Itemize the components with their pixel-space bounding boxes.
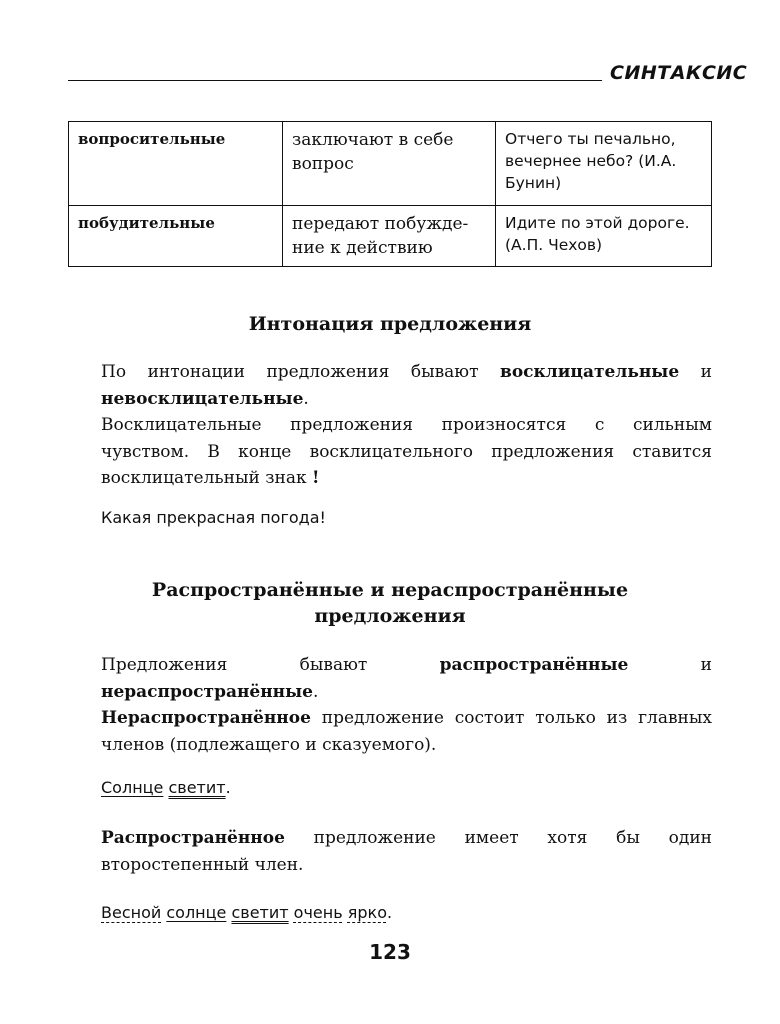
term-exclamatory: восклицательные bbox=[500, 362, 680, 382]
adverbial-word: очень bbox=[293, 903, 343, 922]
extended-paragraph-2: Нераспространённое предложение состоит только из главных членов (подлежащего и сказуемого). bbox=[101, 708, 712, 755]
intonation-example: Какая прекрасная погода! bbox=[101, 508, 326, 527]
table-cell-meaning: заключают в себе вопрос bbox=[283, 122, 496, 206]
sentence-types-table bbox=[68, 121, 712, 267]
example-sentence-2: Весной солнце светит очень ярко. bbox=[101, 903, 393, 922]
intonation-heading: Интонация предложения bbox=[248, 313, 532, 335]
extended-paragraph-3: Распространённое предложение имеет хотя бы один второстепенный член. bbox=[101, 828, 712, 875]
intonation-paragraph-1: По интонации предложения бывают восклицательные и невосклицательные. bbox=[101, 362, 713, 409]
exclamation-mark: ! bbox=[312, 468, 320, 488]
subject-word: Солнце bbox=[101, 778, 164, 797]
adverbial-word: Весной bbox=[101, 903, 162, 922]
term-non-exclamatory: невосклицательные bbox=[101, 388, 304, 409]
table-cell-meaning: передают побужде-ние к действию bbox=[283, 206, 496, 267]
table-cell-example: Идите по этой дороге. (А.П. Чехов) bbox=[496, 206, 712, 267]
intonation-paragraph-2: Восклицательные предложения произносятся с сильным чувством. В конце восклицательного предложения ставится восклицательный знак ! bbox=[101, 415, 712, 488]
extended-heading: Распространённые и нераспространённые предложения bbox=[151, 579, 629, 627]
table-cell-type: вопросительные bbox=[69, 122, 283, 206]
page-number: 123 bbox=[369, 940, 411, 964]
table-cell-example: Отчего ты печально, вечернее небо? (И.А. Бунин) bbox=[496, 122, 712, 206]
term-extended: распространённые bbox=[439, 655, 629, 675]
table-row bbox=[69, 206, 712, 267]
subject-word: солнце bbox=[166, 903, 227, 922]
example-sentence-1: Солнце светит. bbox=[101, 778, 231, 797]
predicate-word: светит bbox=[168, 778, 226, 797]
table-cell-type: побудительные bbox=[69, 206, 283, 267]
table-row bbox=[69, 122, 712, 206]
section-title: СИНТАКСИС bbox=[610, 62, 748, 84]
adverbial-word: ярко bbox=[347, 903, 387, 922]
predicate-word: светит bbox=[231, 903, 289, 922]
header-rule bbox=[68, 80, 602, 81]
term-non-extended: нераспространённые bbox=[101, 681, 313, 702]
extended-paragraph-1: Предложения бывают распространённые и нераспространённые. bbox=[101, 655, 712, 702]
